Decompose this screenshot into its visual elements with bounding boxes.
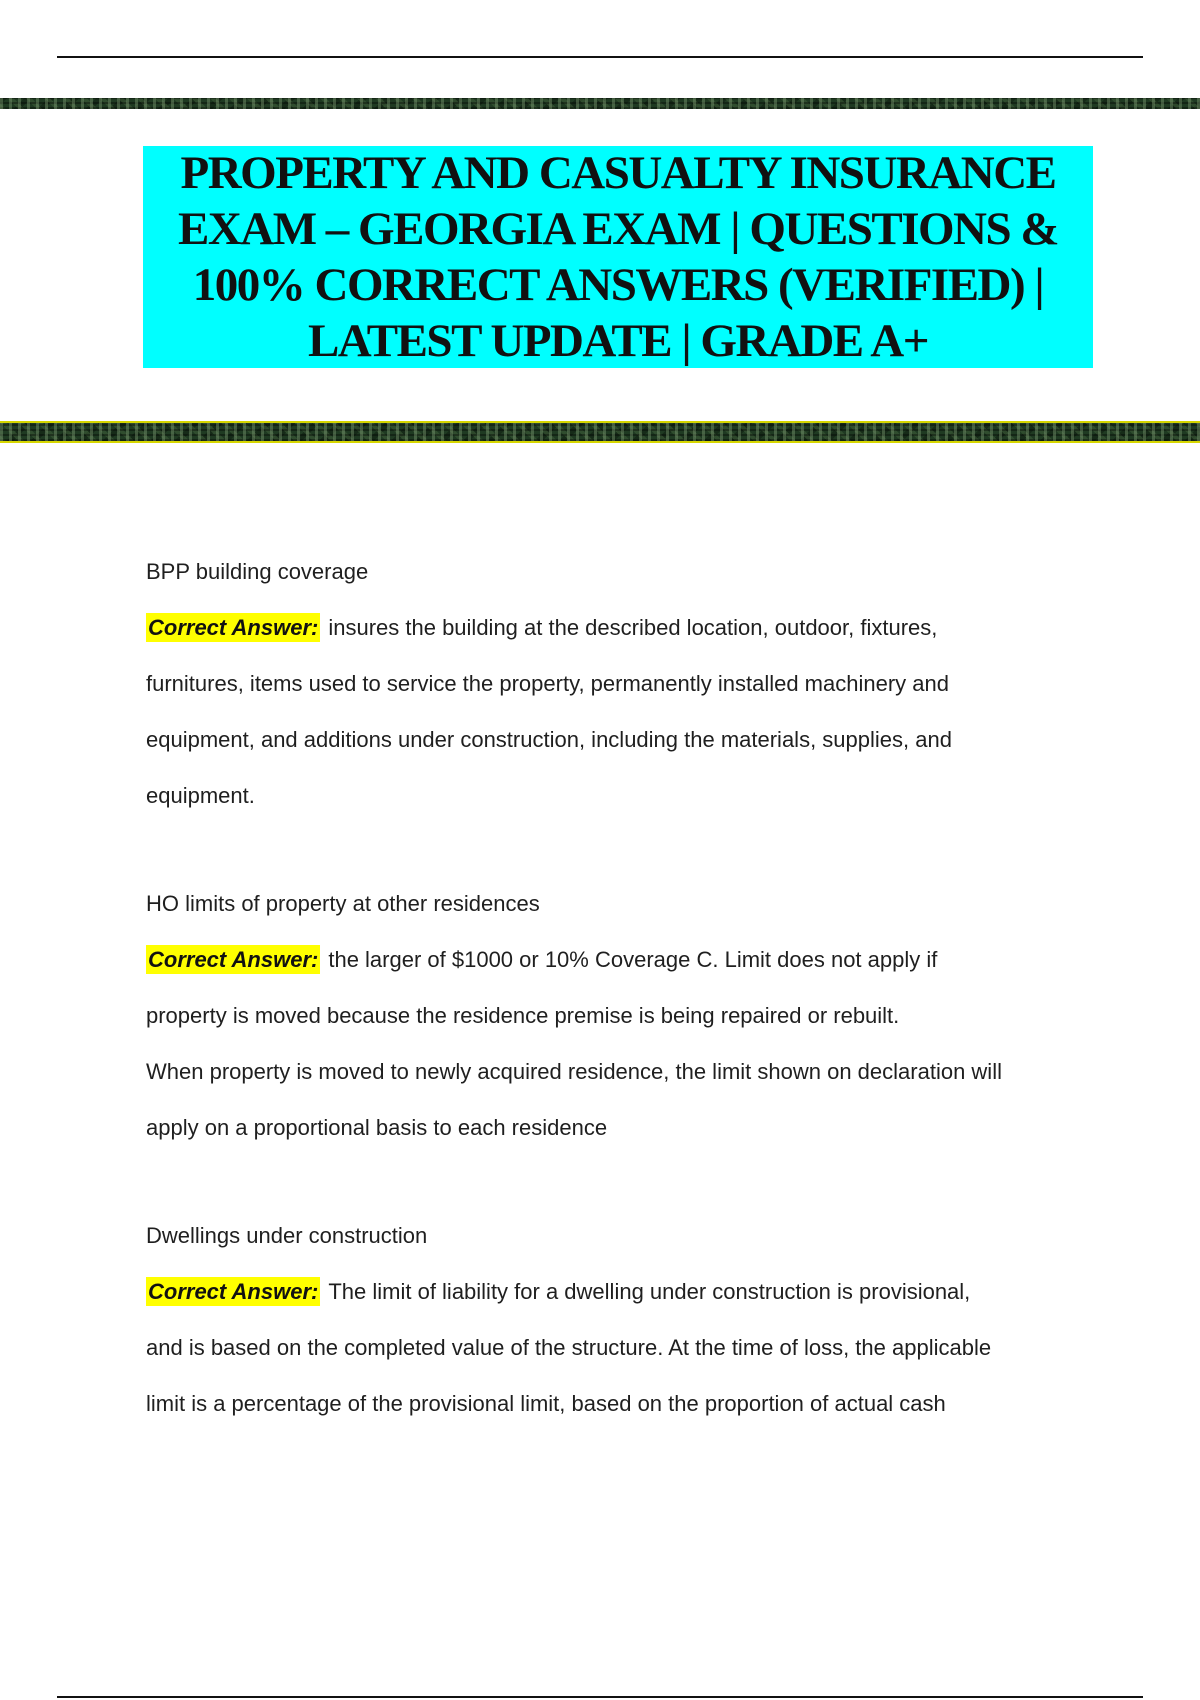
answer-text: insures the building at the described location, outdoor, fixtures, xyxy=(328,615,938,640)
qa-item xyxy=(146,544,1096,824)
title-banner xyxy=(143,146,1093,368)
answer-text: furnitures, items used to service the property, permanently installed machinery and xyxy=(146,671,949,696)
answer-block xyxy=(146,932,1096,1156)
answer-text: property is moved because the residence premise is being repaired or rebuilt. xyxy=(146,1003,900,1028)
answer-line xyxy=(146,600,1096,656)
answer-text: and is based on the completed value of the structure. At the time of loss, the applicable xyxy=(146,1335,992,1360)
question-text: BPP building coverage xyxy=(146,559,369,584)
answer-text: apply on a proportional basis to each residence xyxy=(146,1115,608,1140)
correct-answer-label: Correct Answer: xyxy=(148,1279,319,1304)
answer-line xyxy=(146,932,1096,988)
document-title: PROPERTY AND CASUALTY INSURANCE EXAM – GEORGIA EXAM | QUESTIONS & 100% CORRECT ANSWERS (VERIFIED) | LATEST UPDATE | GRADE A+ xyxy=(177,147,1059,367)
answer-line xyxy=(146,1264,1096,1320)
answer-text: the larger of $1000 or 10% Coverage C. Limit does not apply if xyxy=(328,947,938,972)
answer-text: The limit of liability for a dwelling under construction is provisional, xyxy=(328,1279,971,1304)
answer-text: equipment. xyxy=(146,783,255,808)
footer-rule xyxy=(57,1696,1143,1698)
answer-text: equipment, and additions under construction, including the materials, supplies, and xyxy=(146,727,952,752)
answer-block xyxy=(146,600,1096,824)
qa-list xyxy=(146,544,1096,1484)
answer-block xyxy=(146,1264,1096,1432)
question-text: HO limits of property at other residences xyxy=(146,891,540,916)
correct-answer-label: Correct Answer: xyxy=(148,615,319,640)
answer-text: When property is moved to newly acquired residence, the limit shown on declaration will xyxy=(146,1059,1002,1084)
qa-item xyxy=(146,876,1096,1156)
header-rule xyxy=(57,56,1143,58)
decorative-band-bottom xyxy=(0,421,1200,443)
correct-answer-label: Correct Answer: xyxy=(148,947,319,972)
question-text: Dwellings under construction xyxy=(146,1223,428,1248)
decorative-band-top xyxy=(0,98,1200,109)
answer-text: limit is a percentage of the provisional limit, based on the proportion of actual cash xyxy=(146,1391,946,1416)
qa-item xyxy=(146,1208,1096,1432)
